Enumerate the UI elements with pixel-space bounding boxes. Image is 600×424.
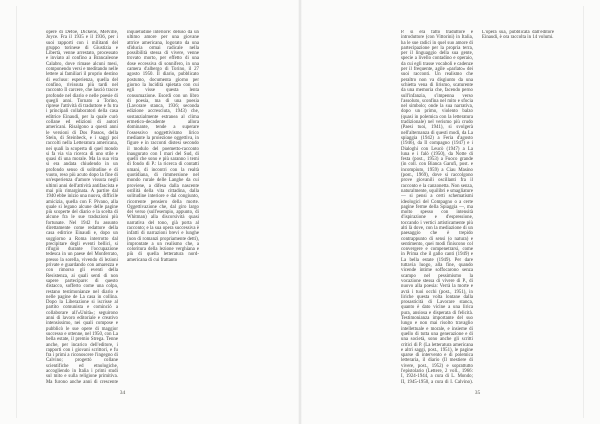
page-left-number: 34 — [119, 390, 126, 396]
page-right-number: 35 — [474, 390, 481, 396]
page-left-body-text: opere di Defoe, Dickens, Melville, Joyce. Fra il 1935 e il 1936, per i suoi rapporti con i militanti del gruppo torinese di Giustizia e Libertà, venne arrestato, processato e inviato al confino a Brancaleone Calabro, dove rimase alcuni mesi, componendo versi e meditando nelle lettere ai familiari il proprio destino di escluso: esperienza, quella del confino, rivissuta più tardi nel racconto Il carcere, che lasciò tracce profonde nel diario e nelle poesie di quegli anni. Tornato a Torino, riprese l'attività di traduttore e fu tra i principali collaboratori della casa editrice Einaudi, per la quale curò collane ed edizioni di autori americani. Risalgono a questi anni le versioni di Dos Passos, della Stein, di Steinbeck, e i saggi poi raccolti nella Letteratura americana, nei quali la scoperta di quel mondo si fa via via ricerca di uno stile e quasi di una morale. Ma la sua vita si era andata chiudendo in un profondo senso di solitudine e di vuoto, reso più acuto dopo la fine di un'esperienza d'amore vissuta negli ultimi anni dell'attività antifascista e mai più rimarginata. A partire dal 1940 ebbe inizio una nuova, difficile amicizia, quella con F. Pivano, alla quale si legano alcune delle pagine più scoperte del diario e la scelta di alcune fra le sue traduzioni più fortunate. Nel 1942 fu assunto direttamente come redattore della casa editrice Einaudi e, dopo un soggiorno a Roma interrotto dal precipitare degli eventi bellici, si rifugiò durante l'occupazione tedesca in un paese del Monferrato, presso la sorella, vivendo di lezioni private e guardando con amarezza e con rimorso gli eventi della Resistenza, ai quali sentì di non sapere partecipare: di questo distacco, sofferto come una colpa, restano testimonianze nel diario e nelle pagine de La casa in collina. Dopo la Liberazione si iscrisse al partito comunista e cominciò a collaborare all'«Unità»; seguirono anni di lavoro editoriale e creativo intensissimo, nei quali compose e pubblicò le sue opere di maggior successo e ottenne, nel 1950, con La bella estate, il premio Strega. Tenne anche, per incarico dell'editore, i rapporti con i giovani scrittori, e fu fra i primi a riconoscere l'ingegno di Calvino; progettò collane scientifiche ed etnologiche, accogliendo in Italia i primi studi sul mito e sulla religione primitiva. Ma furono anche anni di crescente inquietudine interiore: deluso da un ultimo amore per una giovane attrice americana, logorato da una sfiducia ormai radicale nella possibilità stessa di vivere, venne trovato morto, per effetto di una dose eccessiva di sonnifero, in una camera d'albergo di Torino, il 27 agosto 1950. Il diario, pubblicato postumo, documenta giorno per giorno la lucidità spietata con cui egli visse questa lenta consumazione. Esordì con un libro di poesia, ma di una poesia (Lavorare stanca, 1936; seconda edizione accresciuta, 1943) che, sostanzialmente estranea al clima ermetico-decadente allora dominante, tende a superare l'ossessivo soggettivismo lirico mediante la proiezione oggettiva, in figure e in racconti distesi secondo il modulo del poemetto-racconto inaugurato con I mari del Sud, di quelli che sono e più saranno i temi di fondo di P.: la ricerca di contatti umani, di incontri con la realtà quotidiana, di rimmersione nel mondo rurale delle Langhe da cui proviene, a difesa dalla nascente ostilità della vita cittadina, dalla solitudine interiore e dal congiunto, ricorrente pensiero della morte. Oggettivazione che, dal giro largo del verso (sull'esempio, appunto, di Whitman) alla discorsività quasi narrativa del tono, già porta al racconto; e la sua opera successiva è infatti di narrazioni brevi e lunghe (non di romanzi propriamente detti), improntate a un realismo che, a coloritura della lezione verghiana e più di quella letteratura nord-americana di cui frattanto — [46, 30, 199, 385]
page-right-body-text: P. si era fatto traduttore e introduttore (con Vittorini) in Italia, ha le sue radici in quel suo amore di partecipazione per la propria terra, per il linguaggio della sua gente, specie a livello contadino e operaio, da cui egli trasse vocaboli e cadenze per il frequente, agile «parlato» dei suoi racconti. Un realismo che peraltro non va disgiunto da una schietta vena di lirismo, scaturente da una memoria che, facendo perno sull'infanzia, s'impenna verso l'assoluto, sconfina nel mito e sfocia nel simbolo; onde la sua narrativa, dopo un primo, violento balzo (quasi in polemica con la letteratura tradizionale) nel verismo più crudo (Paesi tuoi, 1941), si svolgerà nell'alternanza di questi modi, da La spiaggia (1942) a Feria d'agosto (1946), da Il compagno (1947) e i Dialoghi con Leucò (1947) a La luna e i falò (1950), da Notte di festa (post., 1953) a Fuoco grande (in coll. con Bianca Garufi, post. e incompiuto, 1959) a Ciau Masino (post., 1969), dove si raccolgono prove giovanili oscillanti fra il racconto e la canzonetta. Non senza, naturalmente, squilibri e smagliature — si pensi a certi schematismi ideologici del Compagno o a certe pagine ferme della Spiaggia —, ma molto spesso con intensità d'ispirazione e d'espressione, toccando i vertici artisticamente più alti là dove, con la mediazione di un paesaggio che è trepido contrappunto di sensi (o natura) e sentimento, quei modi finiscono col convergere e compenetrarsi, come in Prima che il gallo canti (1949) e La bella estate (1949). Per dare tuttavia luogo, alla fine, quando vicende intime soffocarono senza scampo nel pessimismo la vocazione stessa di vivere di P., di nuovo alla poesia: Verrà la morte e avrà i tuoi occhi (post., 1951), in liriche questa volta lontane dalla prosasticità di Lavorare stanca, quanto è dato vicine a una lirica pura, ansiosa e disperata di felicità. Testimonianza importante del suo lungo e non mai risolto travaglio intellettuale e morale, e insieme di quello di tutta una generazione e di una società, sono anche gli scritti critici di P. (La letteratura americana e altri saggi, post., 1951), le pagine sparse di intervento e di polemica letteraria, il diario (Il mestiere di vivere, post., 1952) e soprattutto l'epistolario (Lettere, 2 voll., 1966: I, 1924-1944, a cura di L. Mondo; II, 1945-1950, a cura di I. Calvino). L'opera sua, pubblicata dall'editore Einaudi, è ora raccolta in 14 volumi. — [401, 30, 554, 385]
page-fold-divider — [298, 0, 302, 424]
page-right — [300, 0, 600, 424]
scan-edge-left — [16, 6, 17, 418]
scan-edge-right — [583, 6, 584, 418]
